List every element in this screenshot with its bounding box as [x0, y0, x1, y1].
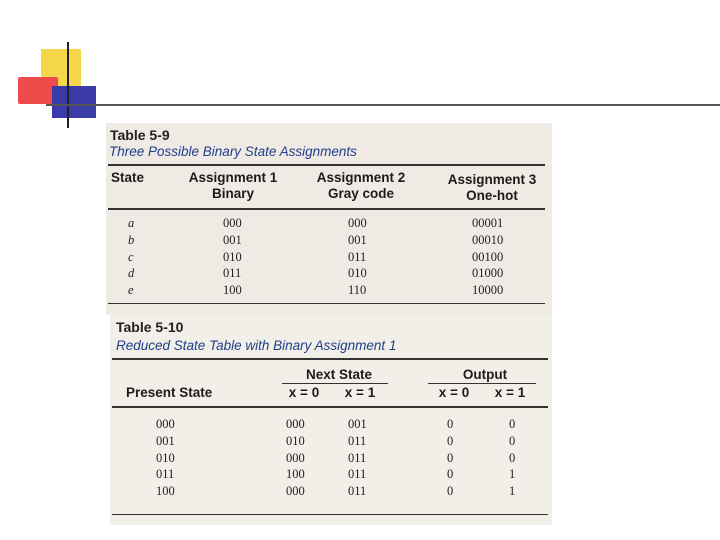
table-cell: 001	[348, 232, 367, 247]
table-cell: 0	[447, 467, 454, 482]
table-cell: 001	[156, 433, 175, 448]
table-cell: 0	[447, 484, 454, 499]
table-cell: 010	[223, 249, 242, 264]
table-cell: 010	[156, 450, 175, 465]
table-cell: d	[128, 266, 135, 281]
table-cell: 100	[223, 283, 242, 298]
header-output: Output	[462, 367, 508, 382]
table-cell: 0	[509, 450, 516, 465]
header-text: Assignment 3	[447, 172, 537, 187]
table-cell: 010	[286, 433, 305, 448]
top-rule	[112, 358, 548, 360]
table-cell: 00010	[472, 232, 504, 247]
header-text: Assignment 1	[188, 170, 278, 185]
table-cell: 01000	[472, 266, 504, 281]
assignment-3-column	[472, 215, 503, 299]
table-label: Table 5-9	[110, 127, 170, 143]
table-cell: 10000	[472, 283, 504, 298]
bottom-rule	[108, 303, 545, 304]
table-caption: Three Possible Binary State Assignments	[109, 144, 357, 159]
bottom-rule	[112, 514, 548, 515]
table-cell: 000	[286, 450, 305, 465]
table-cell: 011	[156, 467, 175, 482]
table-cell: 0	[447, 433, 454, 448]
table-cell: 0	[509, 433, 516, 448]
header-text: Binary	[211, 186, 255, 201]
table-cell: 011	[348, 450, 367, 465]
header-state: State	[111, 170, 145, 185]
table-cell: a	[128, 216, 135, 230]
table-cell: 100	[156, 484, 175, 499]
table-cell: c	[128, 249, 134, 264]
table-cell: 000	[286, 484, 305, 499]
next-x1-column	[348, 416, 367, 500]
table-cell: 100	[286, 467, 305, 482]
header-next-x1: x = 1	[344, 385, 376, 400]
header-text: Assignment 2	[316, 170, 406, 185]
decor-blue-square	[52, 86, 96, 118]
next-x0-column	[286, 416, 305, 500]
table-cell: 001	[348, 417, 367, 431]
header-rule	[112, 406, 548, 408]
table-cell: 1	[509, 484, 516, 499]
table-caption: Reduced State Table with Binary Assignment 1	[116, 338, 397, 353]
table-cell: 001	[223, 232, 242, 247]
output-x0-column	[447, 416, 453, 500]
header-text: One-hot	[466, 188, 518, 203]
header-next-x0: x = 0	[288, 385, 320, 400]
table-cell: 110	[348, 283, 367, 298]
output-rule	[428, 383, 536, 384]
top-rule	[108, 164, 545, 166]
decor-vertical-line	[67, 42, 69, 128]
table-label: Table 5-10	[116, 319, 184, 335]
table-cell: 000	[156, 417, 175, 431]
header-output-x0: x = 0	[438, 385, 470, 400]
table-5-10-image	[110, 315, 552, 525]
header-assignment-2	[306, 170, 416, 202]
header-next-state: Next State	[305, 367, 373, 382]
table-cell: 010	[348, 266, 367, 281]
table-cell: b	[128, 232, 135, 247]
header-present-state: Present State	[126, 385, 213, 400]
output-x1-column	[509, 416, 515, 500]
table-cell: 000	[348, 216, 367, 230]
assignment-2-column	[348, 215, 367, 299]
present-state-column	[156, 416, 175, 500]
table-cell: e	[128, 283, 134, 298]
table-5-9-image	[106, 123, 552, 315]
table-cell: 00100	[472, 249, 504, 264]
decor-horizontal-line	[46, 104, 720, 106]
state-column	[128, 215, 134, 299]
table-cell: 00001	[472, 216, 504, 230]
next-state-rule	[282, 383, 388, 384]
table-cell: 0	[447, 417, 454, 431]
header-assignment-3	[436, 172, 548, 204]
header-output-x1: x = 1	[494, 385, 526, 400]
header-rule	[108, 208, 545, 210]
table-cell: 011	[348, 484, 367, 499]
table-cell: 011	[348, 467, 367, 482]
header-assignment-1	[178, 170, 288, 202]
table-cell: 0	[447, 450, 454, 465]
table-cell: 1	[509, 467, 516, 482]
assignment-1-column	[223, 215, 242, 299]
table-cell: 011	[348, 249, 367, 264]
table-cell: 000	[286, 417, 305, 431]
table-cell: 011	[348, 433, 367, 448]
table-cell: 0	[509, 417, 516, 431]
table-cell: 011	[223, 266, 242, 281]
header-text: Gray code	[327, 186, 395, 201]
table-cell: 000	[223, 216, 242, 230]
